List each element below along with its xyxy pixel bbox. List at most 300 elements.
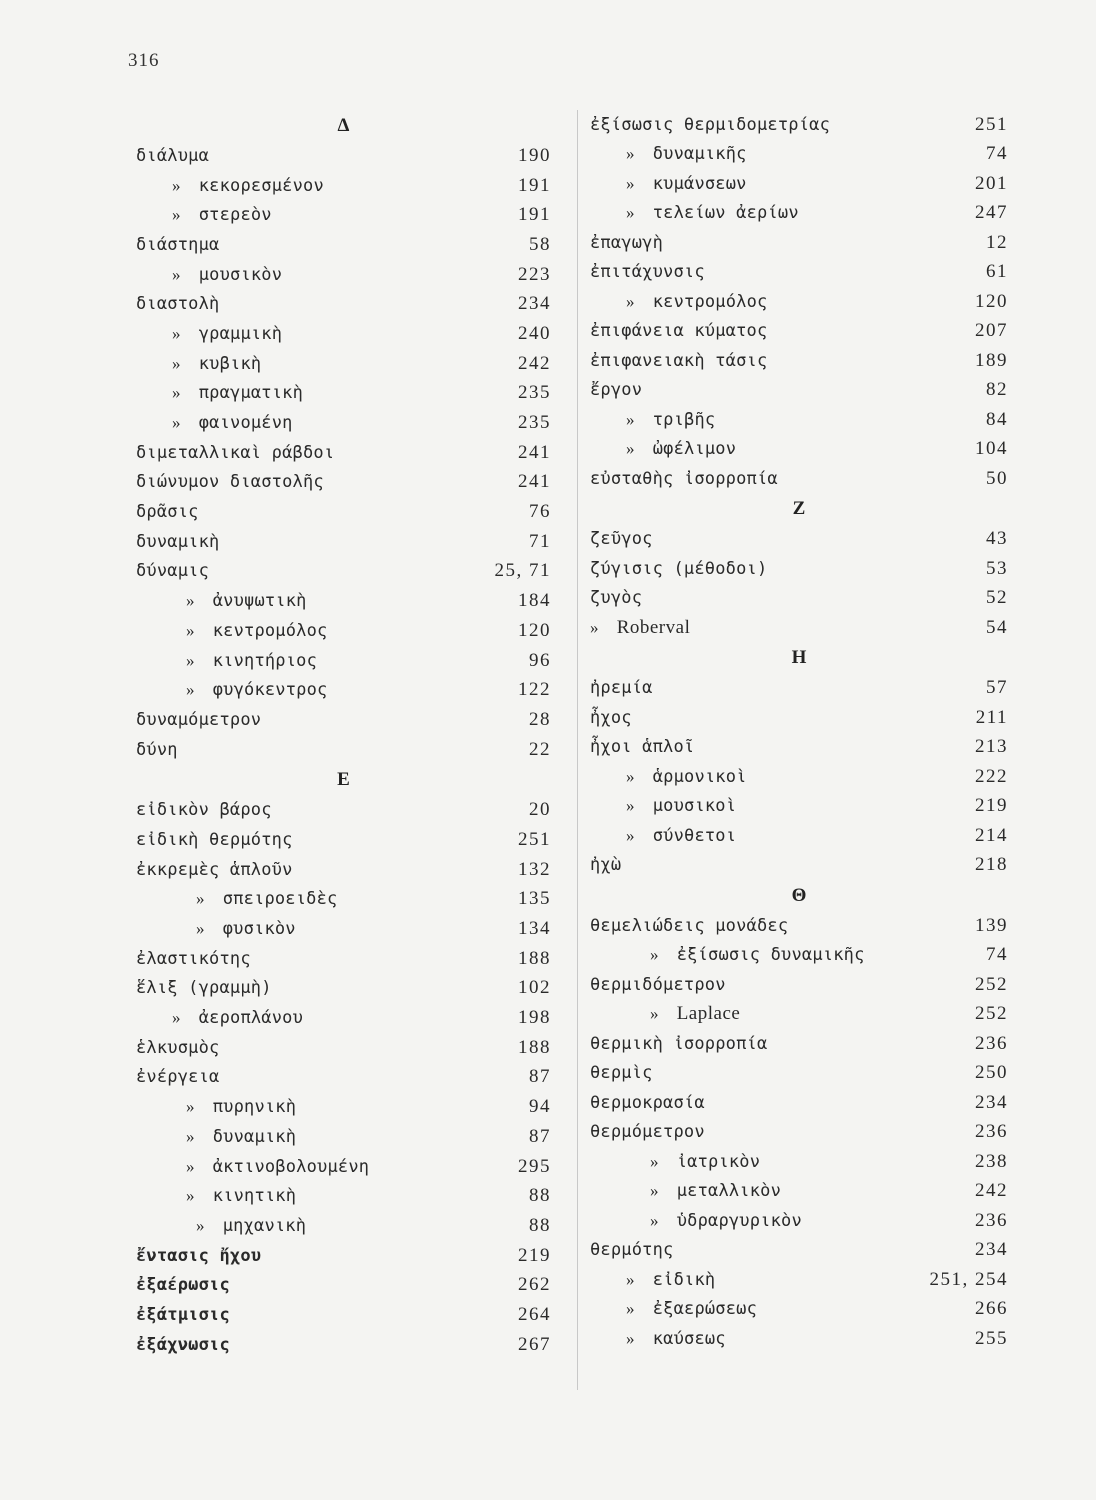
index-term-cell bbox=[590, 1063, 653, 1083]
section-letter-heading: Δ bbox=[337, 114, 350, 136]
page-reference: 25, 71 bbox=[494, 560, 551, 582]
ditto-mark: » bbox=[186, 620, 195, 640]
index-entry bbox=[590, 762, 1008, 792]
index-entry bbox=[590, 110, 1008, 140]
section-letter-heading: H bbox=[791, 647, 807, 668]
index-term: κινητικὴ bbox=[212, 1186, 297, 1207]
index-term-cell bbox=[590, 737, 694, 757]
index-term: δύναμις bbox=[136, 561, 210, 582]
index-term-cell bbox=[136, 591, 307, 611]
page-reference: 87 bbox=[529, 1066, 551, 1088]
index-entry bbox=[590, 1000, 1008, 1030]
index-entry bbox=[590, 376, 1008, 406]
index-entry bbox=[590, 1324, 1008, 1354]
index-entry bbox=[136, 468, 551, 498]
page-reference: 134 bbox=[518, 918, 551, 940]
index-term: θερμικὴ ἰσορροπία bbox=[590, 1033, 768, 1054]
index-term-cell bbox=[590, 1270, 715, 1290]
index-term-cell bbox=[590, 380, 642, 400]
page-reference: 52 bbox=[986, 587, 1008, 609]
index-entry bbox=[590, 1177, 1008, 1207]
ditto-mark: » bbox=[172, 383, 181, 403]
page-reference: 102 bbox=[518, 977, 551, 999]
index-entry bbox=[136, 586, 551, 616]
index-term: ἐπιτάχυνσις bbox=[590, 262, 705, 283]
page-reference: 184 bbox=[518, 590, 551, 612]
page-number: 316 bbox=[128, 50, 160, 71]
ditto-mark: » bbox=[626, 173, 635, 193]
index-term-cell bbox=[136, 860, 293, 880]
index-entry bbox=[136, 497, 551, 527]
index-term: εἰδικὴ bbox=[652, 1269, 716, 1290]
ditto-mark: » bbox=[650, 1181, 659, 1201]
index-entry bbox=[136, 141, 551, 171]
index-term-cell bbox=[136, 680, 328, 700]
index-term: ἐκκρεμὲς ἁπλοῦν bbox=[136, 859, 293, 880]
ditto-mark: » bbox=[626, 291, 635, 311]
page-reference: 236 bbox=[975, 1032, 1008, 1054]
index-term: μουσικὸν bbox=[198, 264, 283, 285]
index-entry bbox=[136, 1122, 551, 1152]
index-term: ἐξαερώσεως bbox=[652, 1299, 758, 1320]
index-entry bbox=[136, 1063, 551, 1093]
page-reference: 191 bbox=[518, 174, 551, 196]
index-term-cell bbox=[590, 321, 767, 341]
index-term-cell bbox=[136, 1305, 230, 1325]
page-reference: 20 bbox=[529, 799, 551, 821]
index-term: ἑλκυσμὸς bbox=[136, 1037, 220, 1058]
index-term-cell bbox=[136, 146, 209, 166]
page-reference: 234 bbox=[975, 1239, 1008, 1261]
index-term: ἕλιξ (γραμμὴ) bbox=[136, 978, 272, 999]
index-term-cell bbox=[590, 1152, 760, 1172]
index-term: εἰδικὴ θερμότης bbox=[136, 829, 293, 850]
page-reference: 188 bbox=[518, 1036, 551, 1058]
index-term-cell bbox=[590, 262, 705, 282]
index-term: ἐξίσωσις θερμιδομετρίας bbox=[590, 114, 831, 135]
ditto-mark: » bbox=[172, 413, 181, 433]
ditto-mark: » bbox=[650, 1151, 659, 1171]
index-term-cell bbox=[136, 265, 282, 285]
index-term: πραγματικὴ bbox=[198, 383, 304, 404]
index-term-cell bbox=[590, 174, 747, 194]
index-entry bbox=[590, 1059, 1008, 1089]
index-term-cell bbox=[136, 830, 293, 850]
index-term: τελείων ἀερίων bbox=[652, 203, 799, 224]
page-reference: 74 bbox=[986, 944, 1008, 966]
index-term: ζυγὸς bbox=[590, 588, 643, 609]
index-term: διάστημα bbox=[136, 234, 220, 255]
index-term-cell bbox=[590, 708, 632, 728]
index-entry bbox=[136, 914, 551, 944]
index-entry bbox=[136, 885, 551, 915]
page-reference: 84 bbox=[986, 408, 1008, 430]
index-term: εὐσταθὴς ἰσορροπία bbox=[590, 468, 778, 489]
page-reference: 236 bbox=[975, 1209, 1008, 1231]
page-reference: 219 bbox=[975, 795, 1008, 817]
index-entry bbox=[136, 705, 551, 735]
index-term: θερμόμετρον bbox=[590, 1122, 705, 1143]
page-reference: 12 bbox=[986, 231, 1008, 253]
index-term-cell bbox=[590, 1329, 726, 1349]
page-reference: 135 bbox=[518, 888, 551, 910]
index-entry bbox=[590, 674, 1008, 704]
index-term: ζύγισις (μέθοδοι) bbox=[590, 558, 768, 579]
index-entry bbox=[590, 1206, 1008, 1236]
index-term-cell bbox=[590, 588, 642, 608]
page-reference: 28 bbox=[529, 708, 551, 730]
index-entry bbox=[136, 349, 551, 379]
page-reference: 201 bbox=[975, 172, 1008, 194]
ditto-mark: » bbox=[172, 323, 181, 343]
page-reference: 88 bbox=[529, 1214, 551, 1236]
index-entry bbox=[136, 1033, 551, 1063]
ditto-mark: » bbox=[196, 1215, 205, 1235]
page-reference: 43 bbox=[986, 528, 1008, 550]
ditto-mark: » bbox=[650, 945, 659, 965]
ditto-mark: » bbox=[626, 1299, 635, 1319]
ditto-mark: » bbox=[650, 1004, 659, 1024]
index-entry bbox=[136, 646, 551, 676]
page-reference: 262 bbox=[518, 1274, 551, 1296]
index-term-cell bbox=[590, 767, 747, 787]
index-entry bbox=[590, 317, 1008, 347]
ditto-mark: » bbox=[626, 1328, 635, 1348]
index-entry bbox=[590, 1295, 1008, 1325]
index-term-cell bbox=[136, 324, 282, 344]
index-term: ἐπιφανειακὴ τάσις bbox=[590, 350, 768, 371]
index-entry bbox=[590, 703, 1008, 733]
index-term-cell bbox=[136, 800, 272, 820]
index-term: κεκορεσμένον bbox=[198, 175, 324, 196]
index-entry bbox=[136, 1300, 551, 1330]
page-reference: 242 bbox=[975, 1180, 1008, 1202]
page-reference: 74 bbox=[986, 143, 1008, 165]
page-reference: 87 bbox=[529, 1125, 551, 1147]
index-entry bbox=[136, 1241, 551, 1271]
page-reference: 61 bbox=[986, 261, 1008, 283]
index-entry bbox=[590, 228, 1008, 258]
page-reference: 189 bbox=[975, 349, 1008, 371]
index-term-cell bbox=[590, 796, 736, 816]
ditto-mark: » bbox=[186, 1097, 195, 1117]
index-term-cell bbox=[136, 1186, 296, 1206]
index-entry bbox=[136, 1270, 551, 1300]
index-term-cell bbox=[590, 203, 799, 223]
index-term: ἀεροπλάνου bbox=[198, 1008, 304, 1029]
index-entry bbox=[136, 825, 551, 855]
index-term-cell bbox=[590, 1034, 767, 1054]
index-term: ἦχοι ἁπλοῖ bbox=[590, 737, 695, 758]
index-entry bbox=[136, 974, 551, 1004]
index-entry bbox=[136, 200, 551, 230]
page-reference: 76 bbox=[529, 501, 551, 523]
index-entry bbox=[136, 1092, 551, 1122]
index-entry bbox=[136, 1152, 551, 1182]
index-term-cell bbox=[590, 439, 736, 459]
index-entry bbox=[136, 795, 551, 825]
index-entry bbox=[136, 379, 551, 409]
page-reference: 252 bbox=[975, 1003, 1008, 1025]
page-reference: 295 bbox=[518, 1155, 551, 1177]
index-entry bbox=[136, 171, 551, 201]
ditto-mark: » bbox=[626, 825, 635, 845]
page-reference: 238 bbox=[975, 1150, 1008, 1172]
index-entry bbox=[590, 1236, 1008, 1266]
index-term-cell bbox=[136, 235, 219, 255]
index-entry bbox=[590, 554, 1008, 584]
index-entry bbox=[590, 1265, 1008, 1295]
index-entry bbox=[590, 405, 1008, 435]
index-entry bbox=[590, 1147, 1008, 1177]
page-reference: 267 bbox=[518, 1333, 551, 1355]
page-reference: 120 bbox=[518, 619, 551, 641]
index-term: δυναμικὴ bbox=[212, 1126, 297, 1147]
index-term-cell bbox=[136, 978, 272, 998]
index-term-cell bbox=[136, 354, 261, 374]
page-reference: 94 bbox=[529, 1096, 551, 1118]
index-term-cell bbox=[590, 945, 865, 965]
index-term-cell bbox=[590, 1122, 705, 1142]
index-term: δυναμικῆς bbox=[652, 144, 747, 165]
page-reference: 122 bbox=[518, 679, 551, 701]
page-reference: 132 bbox=[518, 858, 551, 880]
index-term: διώνυμον διαστολῆς bbox=[136, 472, 324, 493]
index-term-cell bbox=[136, 1216, 306, 1236]
index-term: εἰδικὸν βάρος bbox=[136, 800, 272, 821]
index-entry bbox=[590, 1118, 1008, 1148]
index-term-cell bbox=[136, 294, 219, 314]
page-reference: 211 bbox=[975, 706, 1008, 728]
index-term-cell bbox=[136, 1097, 296, 1117]
page-reference: 190 bbox=[518, 144, 551, 166]
page-reference: 247 bbox=[975, 202, 1008, 224]
index-term-cell bbox=[590, 351, 767, 371]
page-reference: 240 bbox=[518, 322, 551, 344]
index-term-cell bbox=[590, 678, 653, 698]
index-term: ἐξίσωσις δυναμικῆς bbox=[676, 945, 865, 966]
index-term: κεντρομόλος bbox=[212, 620, 328, 641]
page-reference: 218 bbox=[975, 854, 1008, 876]
index-term: θεμελιώδεις μονάδες bbox=[590, 915, 789, 936]
index-entry bbox=[136, 438, 551, 468]
index-term: ἔργον bbox=[590, 380, 643, 401]
page-reference: 213 bbox=[975, 736, 1008, 758]
page-reference: 242 bbox=[518, 352, 551, 374]
index-term-cell bbox=[590, 1211, 802, 1231]
index-term: σύνθετοι bbox=[652, 825, 737, 846]
index-term-cell bbox=[136, 1246, 261, 1266]
index-entry bbox=[136, 1211, 551, 1241]
section-letter-heading: Z bbox=[792, 498, 806, 519]
ditto-mark: » bbox=[626, 439, 635, 459]
index-entry bbox=[136, 1003, 551, 1033]
index-term-cell bbox=[136, 532, 219, 552]
index-entry bbox=[136, 944, 551, 974]
ditto-mark: » bbox=[626, 144, 635, 164]
index-entry bbox=[590, 911, 1008, 941]
page-reference: 250 bbox=[975, 1062, 1008, 1084]
page-reference: 236 bbox=[975, 1121, 1008, 1143]
page-reference: 251 bbox=[975, 113, 1008, 135]
index-term-cell bbox=[136, 383, 303, 403]
index-term-cell bbox=[136, 1157, 369, 1177]
index-term-cell bbox=[136, 1038, 219, 1058]
index-term-cell bbox=[590, 1003, 740, 1025]
index-entry bbox=[136, 230, 551, 260]
index-entry bbox=[590, 733, 1008, 763]
index-term-cell bbox=[136, 1275, 230, 1295]
index-term: φυγόκεντρος bbox=[212, 680, 328, 701]
page-reference: 219 bbox=[518, 1244, 551, 1266]
ditto-mark: » bbox=[172, 205, 181, 225]
index-term-cell bbox=[590, 1181, 781, 1201]
index-term-cell bbox=[136, 1008, 303, 1028]
ditto-mark: » bbox=[626, 409, 635, 429]
index-term-cell bbox=[590, 617, 690, 639]
index-term: σπειροειδὲς bbox=[222, 889, 338, 910]
index-term-cell bbox=[136, 889, 338, 909]
column-divider bbox=[577, 110, 578, 1390]
index-entry bbox=[136, 675, 551, 705]
index-entry bbox=[590, 258, 1008, 288]
index-term: ἦχος bbox=[590, 707, 632, 728]
page-reference: 223 bbox=[518, 263, 551, 285]
page-reference: 255 bbox=[975, 1327, 1008, 1349]
index-term-cell bbox=[136, 472, 324, 492]
index-term-cell bbox=[590, 916, 788, 936]
index-column-left bbox=[136, 110, 551, 1360]
section-letter-heading: E bbox=[337, 768, 350, 790]
index-term: ἁρμονικοὶ bbox=[652, 766, 747, 787]
index-term: ὑδραργυρικὸν bbox=[676, 1210, 802, 1231]
ditto-mark: » bbox=[626, 766, 635, 786]
index-term: θερμὶς bbox=[590, 1063, 653, 1084]
index-column-right bbox=[590, 110, 1008, 1354]
index-term-cell bbox=[590, 855, 621, 875]
page-reference: 120 bbox=[975, 290, 1008, 312]
ditto-mark: » bbox=[172, 1008, 181, 1028]
index-term: ὠφέλιμον bbox=[652, 439, 737, 460]
index-term-cell bbox=[590, 233, 663, 253]
index-term: τριβῆς bbox=[652, 409, 716, 430]
ditto-mark: » bbox=[626, 796, 635, 816]
index-term: μεταλλικὸν bbox=[676, 1181, 782, 1202]
ditto-mark: » bbox=[186, 1186, 195, 1206]
ditto-mark: » bbox=[186, 680, 195, 700]
index-term: δυναμικὴ bbox=[136, 531, 220, 552]
page-reference: 198 bbox=[518, 1007, 551, 1029]
page-reference: 251 bbox=[518, 828, 551, 850]
index-entry bbox=[136, 1181, 551, 1211]
ditto-mark: » bbox=[186, 650, 195, 670]
page-reference: 82 bbox=[986, 379, 1008, 401]
page-reference: 54 bbox=[986, 616, 1008, 638]
index-term-cell bbox=[136, 1127, 296, 1147]
index-entry bbox=[136, 408, 551, 438]
index-entry bbox=[590, 199, 1008, 229]
section-letter-heading: Θ bbox=[791, 884, 807, 906]
index-entry bbox=[590, 287, 1008, 317]
index-entry bbox=[590, 435, 1008, 465]
index-term-cell bbox=[136, 710, 261, 730]
ditto-mark: » bbox=[186, 1156, 195, 1176]
index-term: φαινομένη bbox=[198, 413, 293, 434]
index-term-cell bbox=[590, 292, 768, 312]
index-term-cell bbox=[136, 651, 317, 671]
index-term: διμεταλλικαὶ ράβδοι bbox=[136, 442, 335, 463]
index-term: πυρηνικὴ bbox=[212, 1097, 297, 1118]
page-reference: 96 bbox=[529, 649, 551, 671]
index-term: γραμμικὴ bbox=[198, 323, 283, 344]
page-reference: 53 bbox=[986, 557, 1008, 579]
index-term-cell bbox=[136, 1067, 219, 1087]
page-reference: 139 bbox=[975, 914, 1008, 936]
index-term: καύσεως bbox=[652, 1328, 726, 1349]
index-entry bbox=[590, 792, 1008, 822]
index-entry bbox=[590, 1088, 1008, 1118]
index-term: μουσικοὶ bbox=[652, 796, 737, 817]
ditto-mark: » bbox=[172, 175, 181, 195]
index-term: δυναμόμετρον bbox=[136, 709, 262, 730]
index-term: ἐνέργεια bbox=[136, 1067, 220, 1088]
index-term: κυμάνσεων bbox=[652, 173, 747, 194]
index-term: φυσικὸν bbox=[222, 919, 296, 940]
index-term: θερμότης bbox=[590, 1240, 674, 1261]
page-reference: 22 bbox=[529, 738, 551, 760]
page-reference: 264 bbox=[518, 1303, 551, 1325]
index-term-cell bbox=[590, 1299, 757, 1319]
index-term-cell bbox=[136, 176, 324, 196]
index-term-cell bbox=[136, 502, 199, 522]
page-reference: 222 bbox=[975, 765, 1008, 787]
index-term-cell bbox=[590, 144, 747, 164]
index-term-cell bbox=[136, 561, 209, 581]
page-reference: 207 bbox=[975, 320, 1008, 342]
page-reference: 252 bbox=[975, 973, 1008, 995]
index-entry bbox=[590, 941, 1008, 971]
index-term: θερμιδόμετρον bbox=[590, 974, 726, 995]
index-term-cell bbox=[136, 949, 251, 969]
index-term: ἐξαέρωσις bbox=[136, 1275, 230, 1296]
page-reference: 241 bbox=[518, 441, 551, 463]
index-entry bbox=[590, 584, 1008, 614]
index-term-cell bbox=[590, 410, 715, 430]
index-entry bbox=[136, 735, 551, 765]
ditto-mark: » bbox=[186, 1126, 195, 1146]
page-reference: 251, 254 bbox=[929, 1268, 1008, 1290]
ditto-mark: » bbox=[172, 353, 181, 373]
index-term: Roberval bbox=[616, 616, 691, 638]
index-entry bbox=[136, 1330, 551, 1360]
index-term: μηχανικὴ bbox=[222, 1215, 307, 1236]
page-reference: 266 bbox=[975, 1298, 1008, 1320]
ditto-mark: » bbox=[196, 919, 205, 939]
index-entry bbox=[136, 260, 551, 290]
ditto-mark: » bbox=[626, 203, 635, 223]
index-entry bbox=[590, 346, 1008, 376]
page-reference: 214 bbox=[975, 824, 1008, 846]
index-term: στερεὸν bbox=[198, 205, 272, 226]
index-entry bbox=[590, 169, 1008, 199]
ditto-mark: » bbox=[172, 264, 181, 284]
index-term-cell bbox=[136, 1335, 230, 1355]
index-term: ἐλαστικότης bbox=[136, 948, 251, 969]
page-reference: 50 bbox=[986, 467, 1008, 489]
index-term: διάλυμα bbox=[136, 145, 210, 166]
index-entry bbox=[136, 557, 551, 587]
page-reference: 104 bbox=[975, 438, 1008, 460]
